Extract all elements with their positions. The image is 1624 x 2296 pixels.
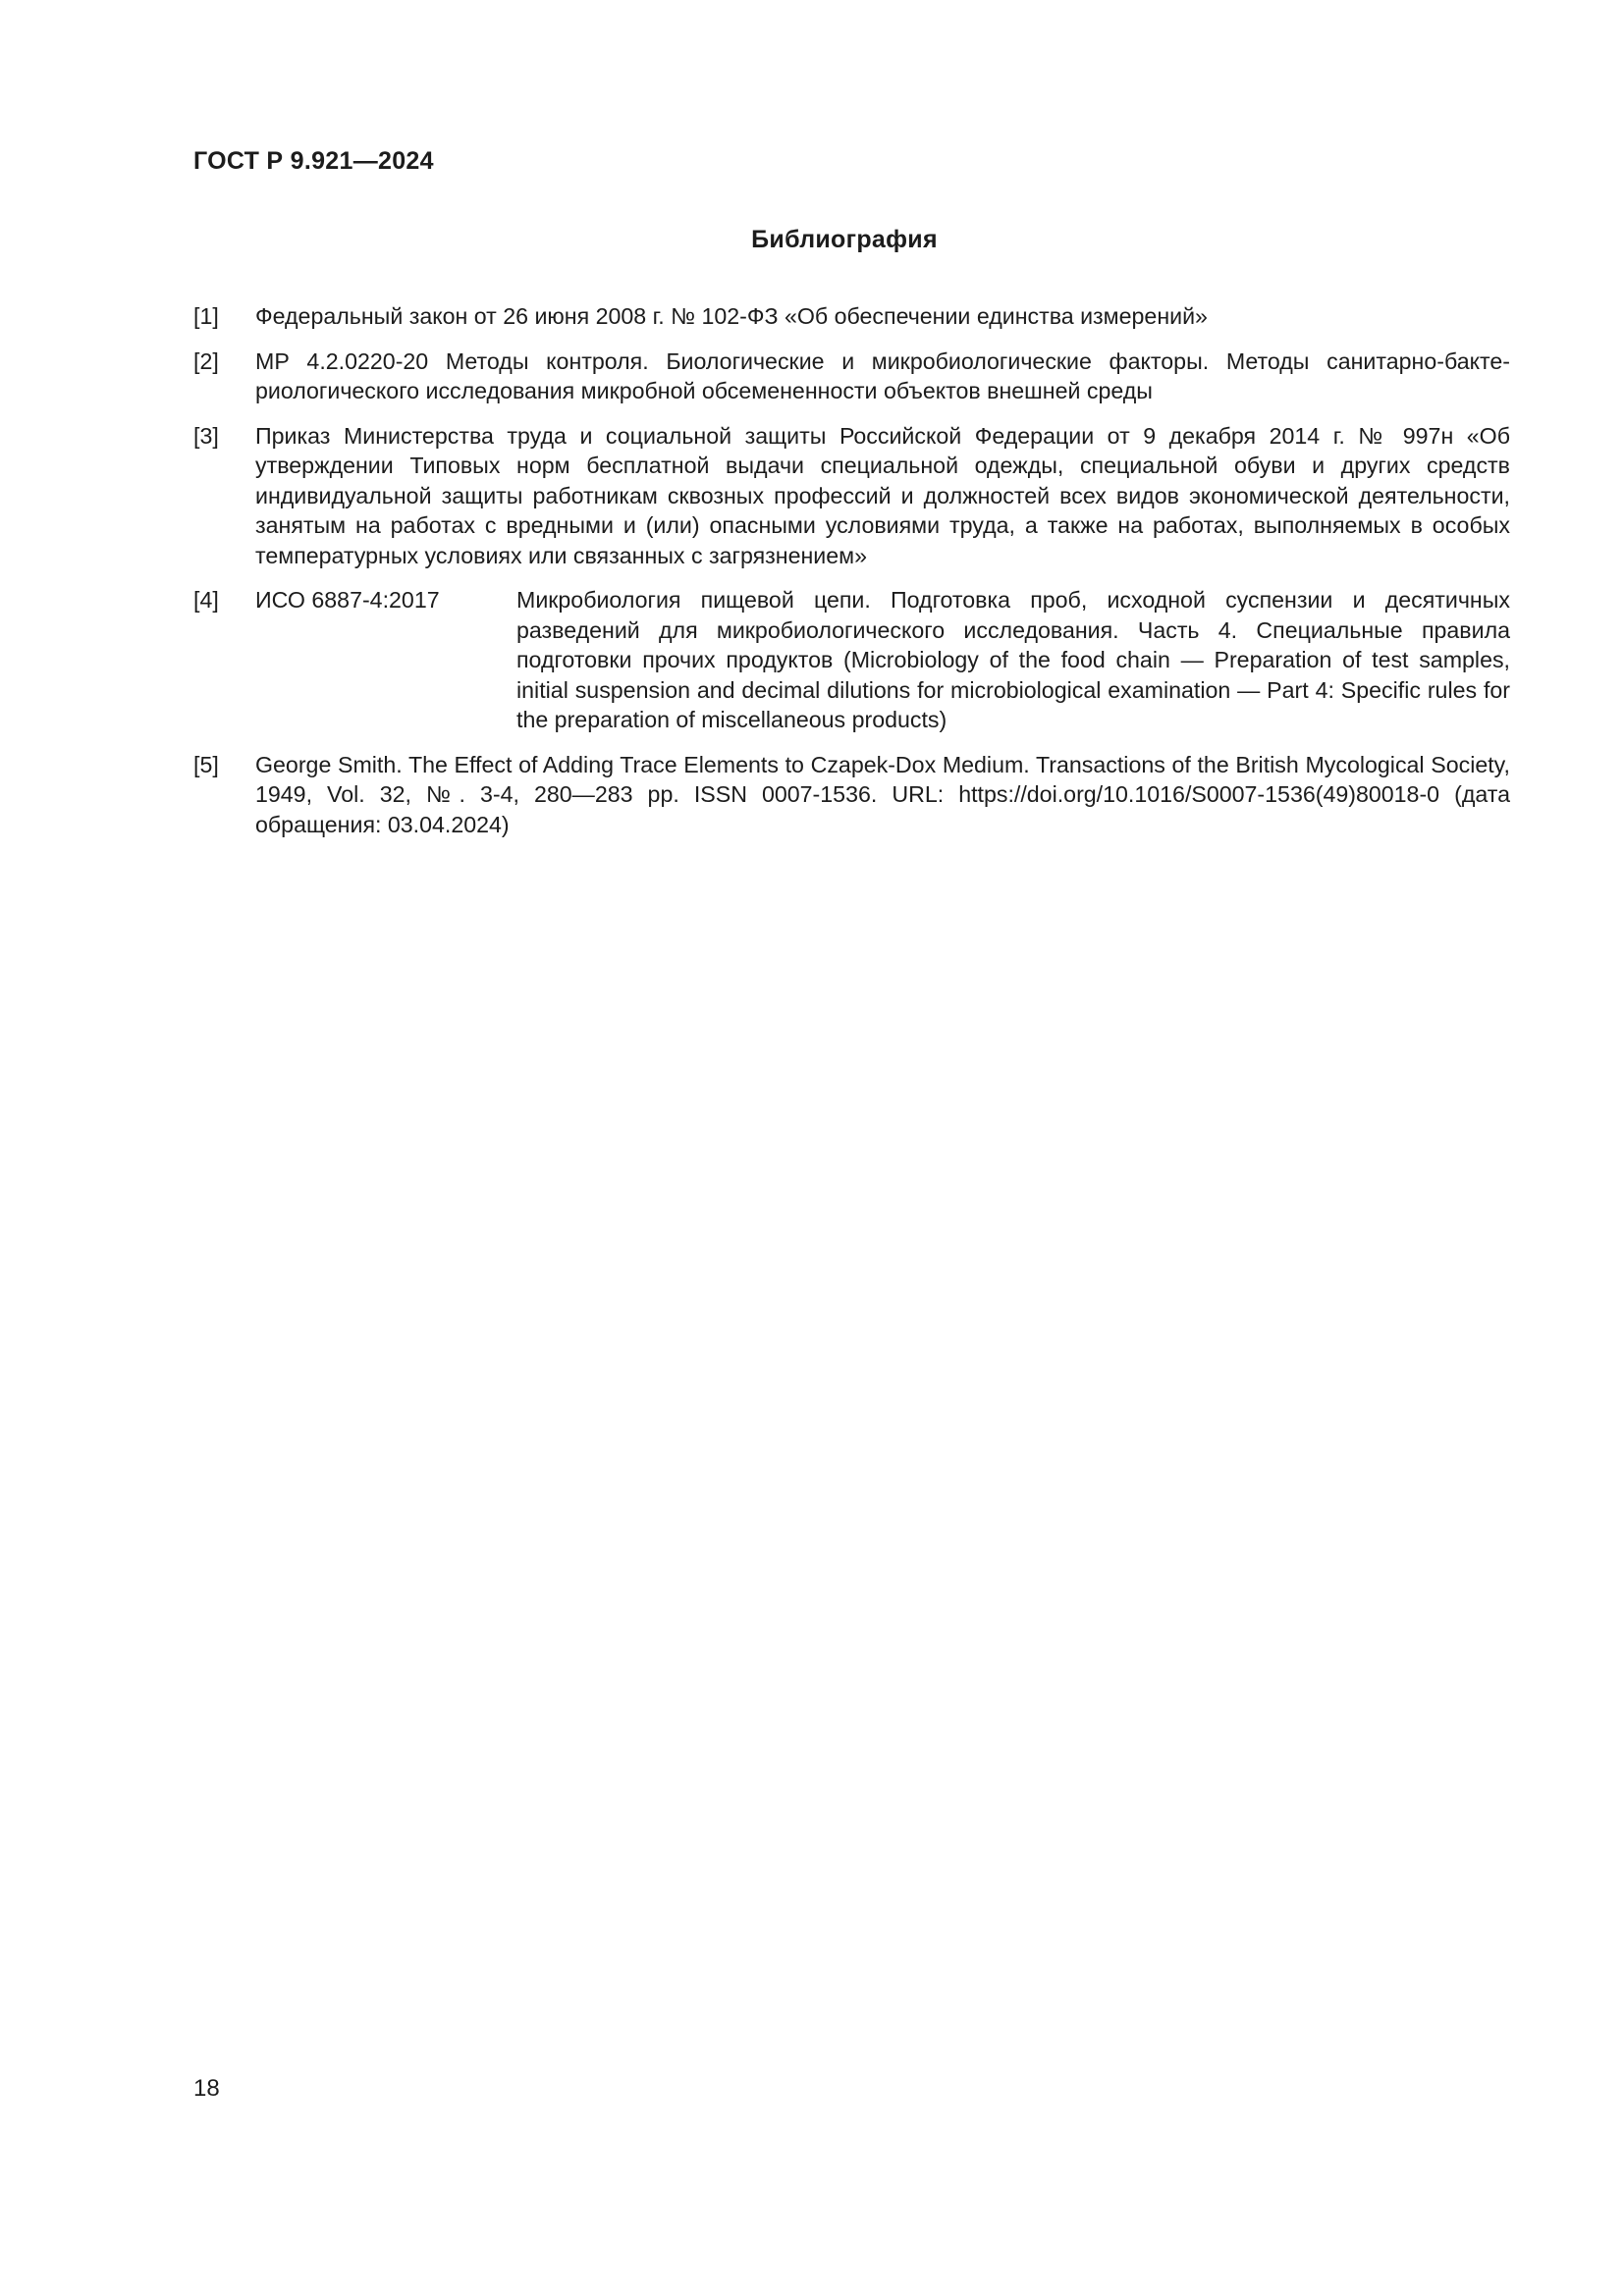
reference-standard-code: ИСО 6887-4:2017 xyxy=(255,587,440,613)
reference-item-1 xyxy=(193,301,1510,332)
bibliography-list xyxy=(193,301,1510,854)
reference-item-4 xyxy=(193,585,1510,735)
reference-text: Федеральный закон от 26 июня 2008 г. № 102-ФЗ «Об обеспечении единства измерений» xyxy=(255,303,1208,329)
reference-number: [2] xyxy=(193,347,219,374)
reference-number: [1] xyxy=(193,303,219,329)
reference-text: George Smith. The Effect of Adding Trace Elements to Czapek-Dox Medium. Transactions of the British Mycological Society, 1949, Vol. 32, №. 3-4, 280—283 pp. ISSN 0007-1536. URL: https://doi.org/10.1016/S0007-1536(49)80018-0 (дата обращения: 03.04.2024) xyxy=(255,751,1510,837)
reference-item-3 xyxy=(193,421,1510,571)
reference-number: [3] xyxy=(193,422,219,449)
reference-text: Микробиология пищевой цепи. Подготовка проб, исходной суспензии и десятичных разведений для микробиологического исследования. Часть 4. Специальные правила подготовки прочих продуктов (Microbiology of the food chain — Preparation of test samples, initial suspension and decimal dilutions for microbiological examination — Part 4: Specific rules for the preparation of miscellaneous products) xyxy=(516,587,1510,732)
reference-text: Приказ Министерства труда и социальной защиты Российской Федерации от 9 декабря 2014 г. № 997н «Об утверждении Типовых норм бесплатной выдачи специальной одежды, специальной обуви и других средств индивидуальной защиты работникам сквозных профессий и должностей всех видов экономической деятельности, занятым на работах с вредными и (или) опасными условиями труда, а также на работах, выполняемых в особых температурных условиях или связанных с загрязнением» xyxy=(255,422,1510,568)
reference-item-5 xyxy=(193,750,1510,840)
document-code-header: ГОСТ Р 9.921—2024 xyxy=(193,147,434,175)
reference-number: [5] xyxy=(193,751,219,777)
bibliography-title: Библиография xyxy=(751,226,938,253)
reference-text: МР 4.2.0220-20 Методы контроля. Биологические и микробиологические факторы. Методы санитарно-бактериологического исследования микробной обсемененности объектов внешней среды xyxy=(255,347,1510,403)
page-number: 18 xyxy=(193,2075,220,2102)
reference-item-2 xyxy=(193,347,1510,406)
reference-number: [4] xyxy=(193,587,219,613)
